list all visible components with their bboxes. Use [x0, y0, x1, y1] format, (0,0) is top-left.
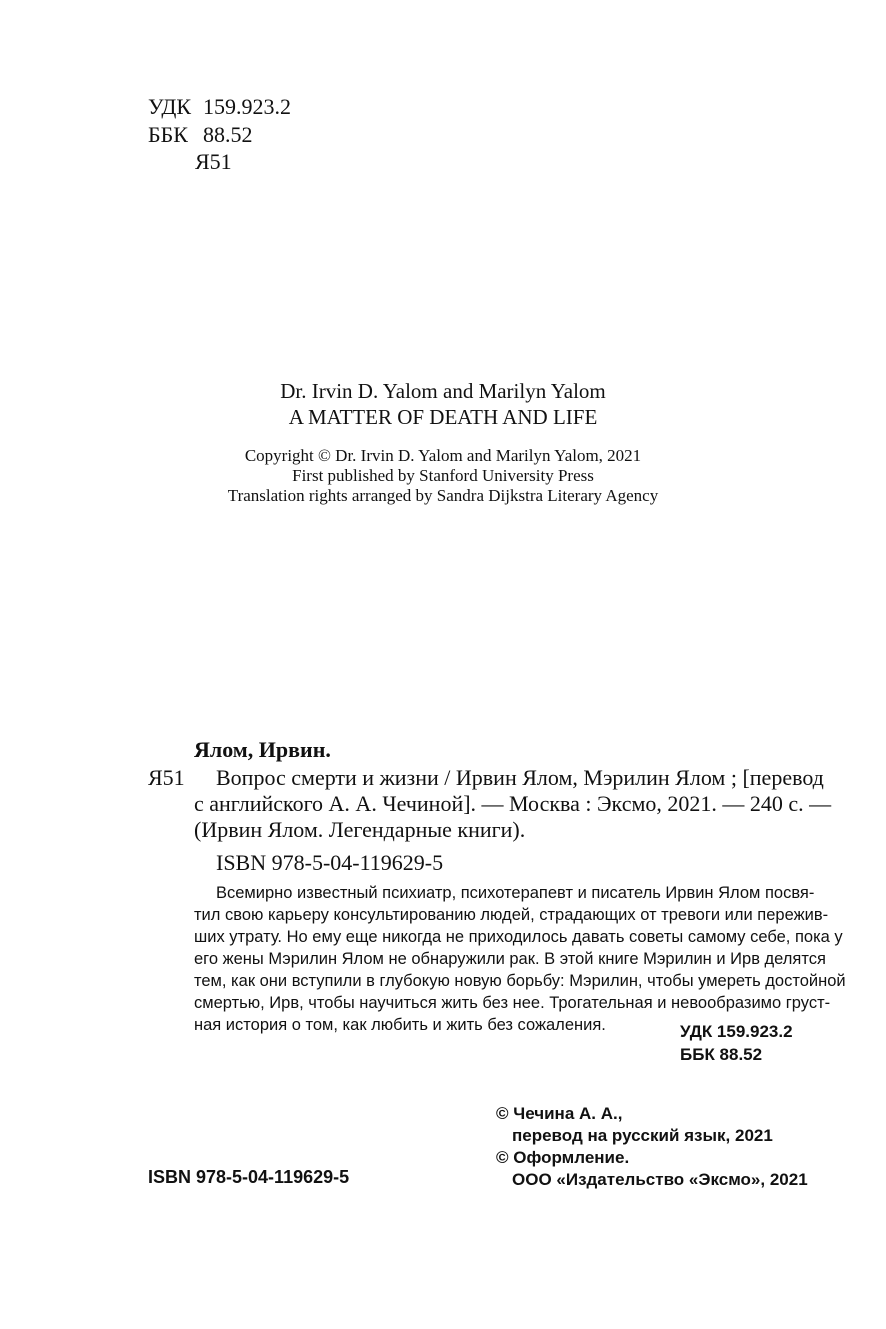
bbk-row — [148, 122, 348, 148]
catalog-line-3: (Ирвин Ялом. Легендарные книги). — [194, 817, 526, 842]
design-copyright: © Оформление. — [496, 1148, 630, 1167]
annotation-line: Всемирно известный психиатр, психотерапевт и писатель Ирвин Ялом посвя- — [216, 884, 815, 902]
original-copyright: Copyright © Dr. Irvin D. Yalom and Marilyn Yalom, 2021 — [244, 446, 642, 465]
catalog-author-sign: Я51 — [148, 765, 185, 790]
author-sign-top: Я51 — [195, 149, 232, 174]
udk-value: 159.923.2 — [203, 94, 291, 119]
annotation-udk: УДК 159.923.2 — [680, 1022, 793, 1041]
annotation-line: тем, как они вступили в глубокую новую борьбу: Мэрилин, чтобы умереть достойной — [194, 972, 846, 990]
annotation-line: смертью, Ирв, чтобы научиться жить без нее. Трогательная и невообразимо груст- — [194, 994, 831, 1012]
annotation-line: его жены Мэрилин Ялом не обнаружили рак. В этой книге Мэрилин и Ирв делятся — [194, 950, 826, 968]
annotation-line: ших утрату. Но ему еще никогда не приходилось давать советы самому себе, пока у — [194, 928, 843, 946]
annotation-line: ная история о том, как любить и жить без сожаления. — [194, 1016, 606, 1034]
annotation-line: тил свою карьеру консультированию людей, страдающих от тревоги или пережив- — [194, 906, 829, 924]
bbk-value: 88.52 — [203, 122, 253, 147]
catalog-heading: Ялом, Ирвин. — [194, 737, 331, 762]
annotation-bbk: ББК 88.52 — [680, 1045, 763, 1064]
isbn-bottom: ISBN 978-5-04-119629-5 — [148, 1167, 350, 1187]
catalog-line-2: с английского А. А. Чечиной]. — Москва : Эксмо, 2021. — 240 с. — — [194, 791, 832, 816]
first-published: First published by Stanford University Press — [292, 466, 594, 485]
original-authors: Dr. Irvin D. Yalom and Marilyn Yalom — [280, 379, 606, 403]
translator-note: перевод на русский язык, 2021 — [512, 1126, 773, 1145]
catalog-isbn: ISBN 978-5-04-119629-5 — [216, 850, 444, 875]
publisher-copyright: ООО «Издательство «Эксмо», 2021 — [512, 1170, 808, 1189]
catalog-line-1: Вопрос смерти и жизни / Ирвин Ялом, Мэрилин Ялом ; [перевод — [216, 765, 824, 790]
bbk-label: ББК — [148, 122, 188, 147]
udk-label: УДК — [148, 94, 192, 119]
translator-copyright: © Чечина А. А., — [496, 1104, 623, 1123]
translation-rights: Translation rights arranged by Sandra Dijkstra Literary Agency — [227, 486, 659, 505]
udk-row — [148, 94, 348, 120]
original-title: A MATTER OF DEATH AND LIFE — [288, 405, 598, 429]
